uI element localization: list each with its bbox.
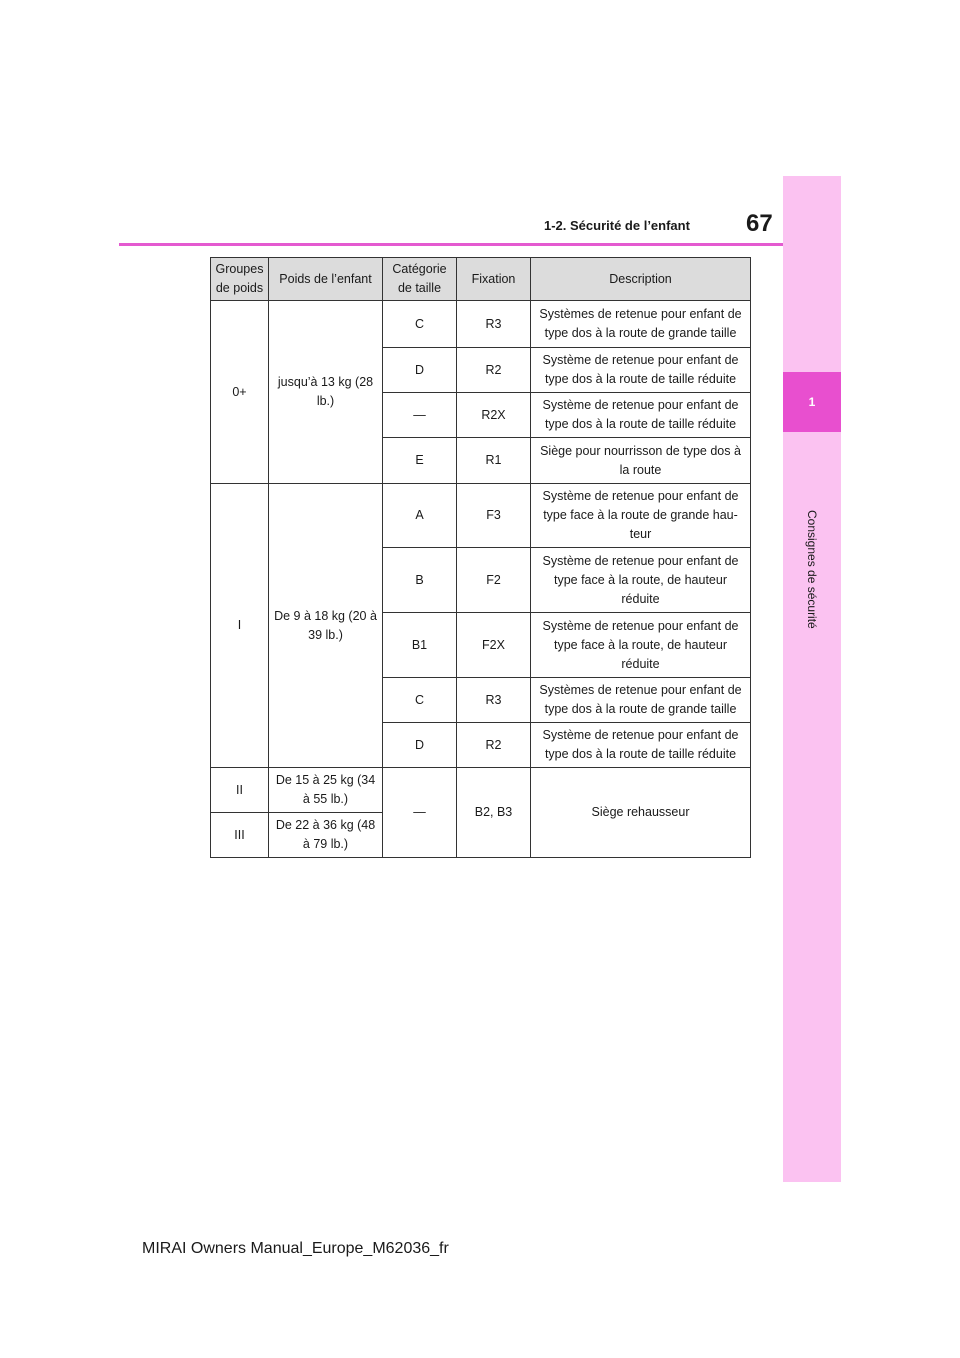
weight-group-cell: III bbox=[211, 813, 269, 858]
fixation-cell: R2 bbox=[457, 348, 531, 393]
header-size-category: Catégorie de taille bbox=[383, 258, 457, 301]
section-title: 1-2. Sécurité de l’enfant bbox=[544, 218, 690, 233]
header-rule bbox=[119, 243, 783, 246]
child-weight-cell: De 15 à 25 kg (34 à 55 lb.) bbox=[269, 768, 383, 813]
description-cell: Systèmes de retenue pour enfant de type dos à la route de grande taille bbox=[531, 301, 751, 348]
size-category-cell: — bbox=[383, 768, 457, 858]
chapter-number: 1 bbox=[783, 372, 841, 432]
description-cell: Système de retenue pour enfant de type dos à la route de taille réduite bbox=[531, 393, 751, 438]
weight-group-cell: I bbox=[211, 484, 269, 768]
size-category-cell: B1 bbox=[383, 613, 457, 678]
description-cell: Système de retenue pour enfant de type face à la route de grande hau- teur bbox=[531, 484, 751, 548]
header-description: Description bbox=[531, 258, 751, 301]
weight-group-cell: 0+ bbox=[211, 301, 269, 484]
table-row bbox=[211, 768, 751, 813]
side-tab bbox=[783, 176, 841, 1182]
description-cell: Systèmes de retenue pour enfant de type dos à la route de grande taille bbox=[531, 678, 751, 723]
size-category-cell: D bbox=[383, 348, 457, 393]
page-number: 67 bbox=[746, 210, 773, 237]
table-row bbox=[211, 484, 751, 548]
header-weight-group: Groupes de poids bbox=[211, 258, 269, 301]
size-category-cell: C bbox=[383, 301, 457, 348]
fixation-cell: R2X bbox=[457, 393, 531, 438]
footer-manual-id: MIRAI Owners Manual_Europe_M62036_fr bbox=[142, 1240, 449, 1257]
weight-group-cell: II bbox=[211, 768, 269, 813]
description-cell: Siège pour nourrisson de type dos à la route bbox=[531, 438, 751, 484]
fixation-cell: F3 bbox=[457, 484, 531, 548]
child-restraint-table bbox=[210, 257, 751, 858]
description-cell: Siège rehausseur bbox=[531, 768, 751, 858]
size-category-cell: C bbox=[383, 678, 457, 723]
chapter-label: Consignes de sécurité bbox=[805, 510, 819, 629]
fixation-cell: R1 bbox=[457, 438, 531, 484]
fixation-cell: R3 bbox=[457, 678, 531, 723]
header-child-weight: Poids de l’enfant bbox=[269, 258, 383, 301]
size-category-cell: B bbox=[383, 548, 457, 613]
description-cell: Système de retenue pour enfant de type face à la route, de hauteur réduite bbox=[531, 613, 751, 678]
size-category-cell: A bbox=[383, 484, 457, 548]
fixation-cell: F2X bbox=[457, 613, 531, 678]
child-weight-cell: De 22 à 36 kg (48 à 79 lb.) bbox=[269, 813, 383, 858]
header-fixation: Fixation bbox=[457, 258, 531, 301]
description-cell: Système de retenue pour enfant de type dos à la route de taille réduite bbox=[531, 348, 751, 393]
fixation-cell: R3 bbox=[457, 301, 531, 348]
fixation-cell: B2, B3 bbox=[457, 768, 531, 858]
table-row bbox=[211, 301, 751, 348]
fixation-cell: F2 bbox=[457, 548, 531, 613]
child-weight-cell: jusqu’à 13 kg (28 lb.) bbox=[269, 301, 383, 484]
size-category-cell: E bbox=[383, 438, 457, 484]
fixation-cell: R2 bbox=[457, 723, 531, 768]
child-weight-cell: De 9 à 18 kg (20 à 39 lb.) bbox=[269, 484, 383, 768]
description-cell: Système de retenue pour enfant de type face à la route, de hauteur réduite bbox=[531, 548, 751, 613]
description-cell: Système de retenue pour enfant de type dos à la route de taille réduite bbox=[531, 723, 751, 768]
size-category-cell: D bbox=[383, 723, 457, 768]
size-category-cell: — bbox=[383, 393, 457, 438]
